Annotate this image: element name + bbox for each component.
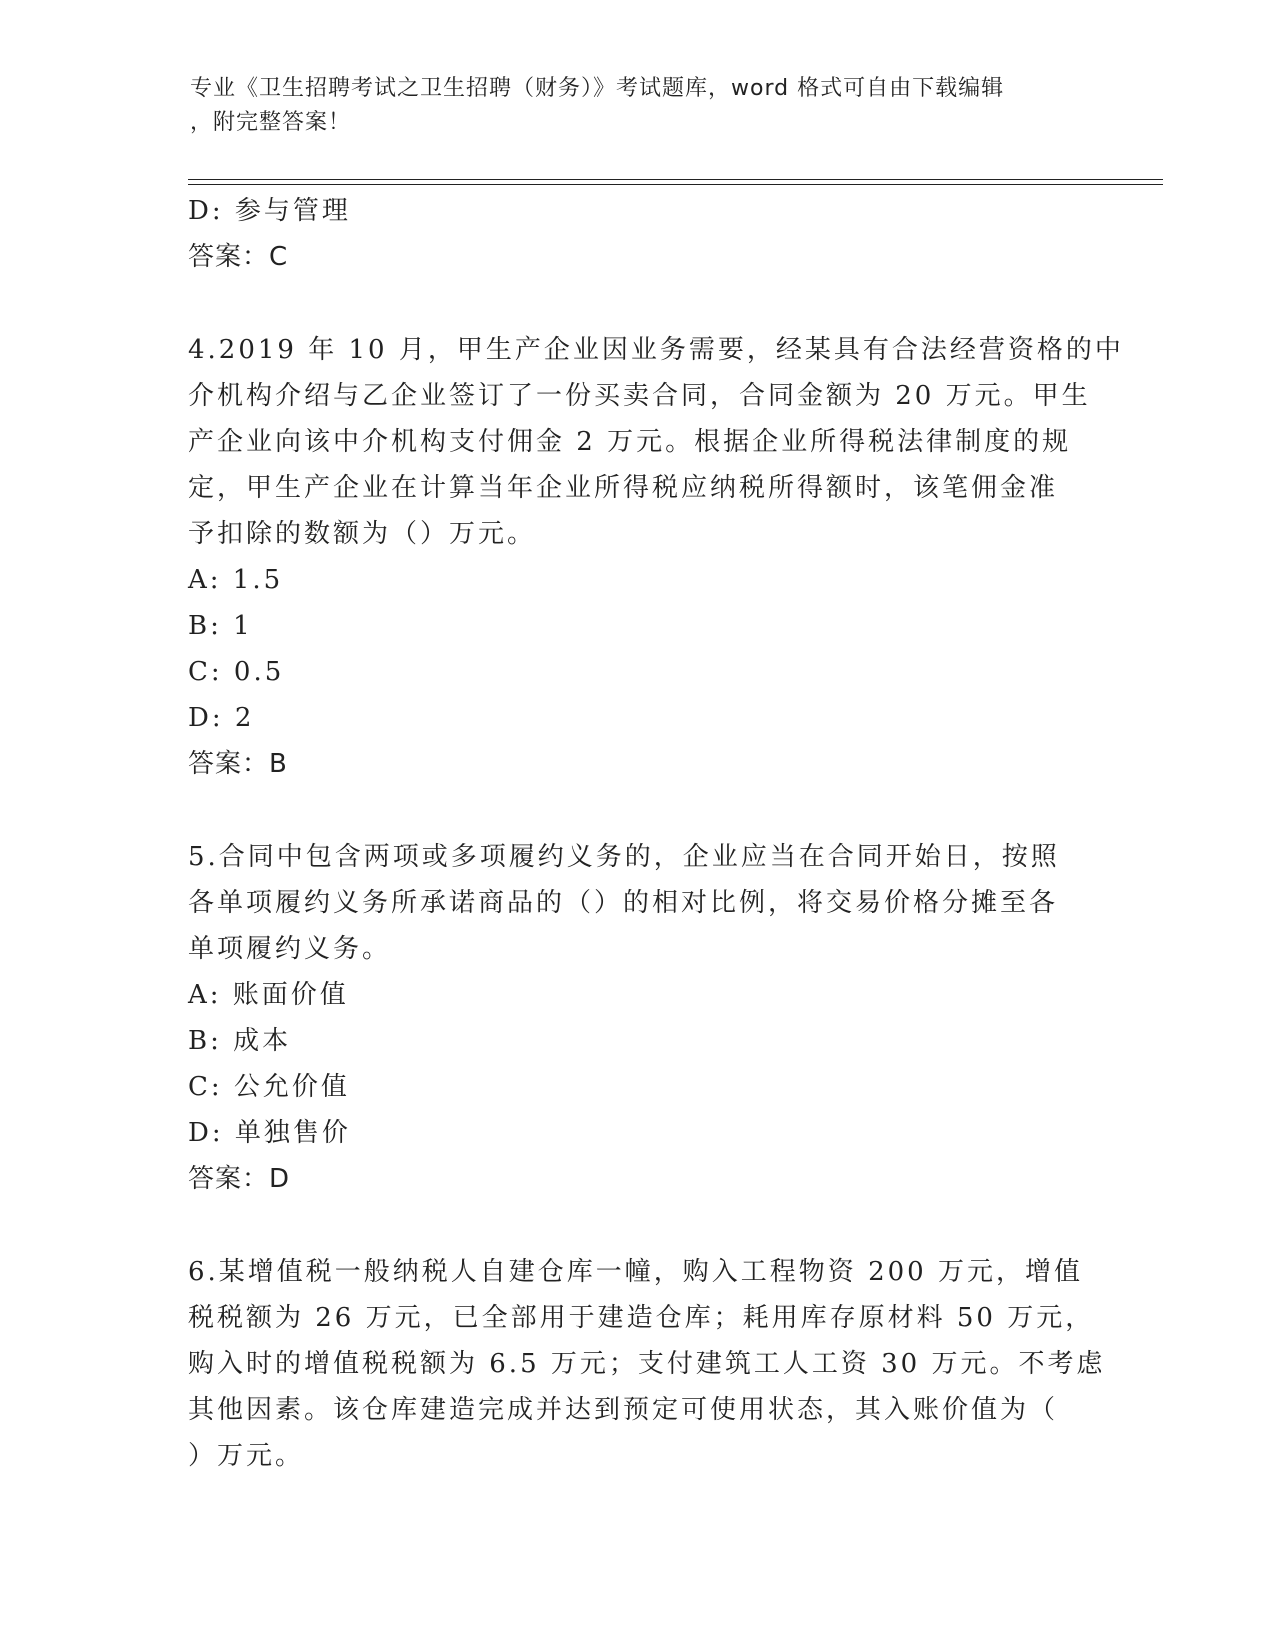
- spacer: [188, 787, 1088, 834]
- option-c: C: 公允价值: [188, 1072, 350, 1102]
- question-line: 单项履约义务。: [188, 934, 392, 964]
- option-a: A: 账面价值: [188, 980, 349, 1010]
- question-line: 其他因素。该仓库建造完成并达到预定可使用状态，其入账价值为（: [188, 1395, 1059, 1425]
- option-d: D: 2: [188, 703, 255, 733]
- question-line: 各单项履约义务所承诺商品的（）的相对比例，将交易价格分摊至各: [188, 888, 1059, 918]
- question-line: 税税额为 26 万元，已全部用于建造仓库；耗用库存原材料 50 万元，: [188, 1303, 1095, 1333]
- option-a: A: 1.5: [188, 565, 284, 595]
- spacer: [188, 280, 1088, 327]
- question-6: [188, 1249, 1106, 1479]
- question-line: 6.某增值税一般纳税人自建仓库一幢，购入工程物资 200 万元，增值: [188, 1257, 1083, 1287]
- option-b: B: 1: [188, 611, 253, 641]
- spacer: [188, 1202, 1088, 1249]
- answer: 答案：B: [188, 749, 288, 779]
- question-4: [188, 327, 1124, 787]
- question-line: 产企业向该中介机构支付佣金 2 万元。根据企业所得税法律制度的规: [188, 427, 1072, 457]
- question-line: 定，甲生产企业在计算当年企业所得税应纳税所得额时，该笔佣金准: [188, 473, 1059, 503]
- answer: 答案：D: [188, 1164, 291, 1194]
- header-line-2: ，附完整答案！: [190, 110, 352, 135]
- option-c: C: 0.5: [188, 657, 285, 687]
- page-header: [190, 72, 1090, 140]
- question-line: 介机构介绍与乙企业签订了一份买卖合同，合同金额为 20 万元。甲生: [188, 381, 1091, 411]
- question-line: 予扣除的数额为（）万元。: [188, 519, 537, 549]
- header-line-1: 专业《卫生招聘考试之卫生招聘（财务）》考试题库，word 格式可自由下载编辑: [190, 76, 1005, 101]
- header-divider-bottom: [188, 184, 1163, 185]
- question-line: 5.合同中包含两项或多项履约义务的，企业应当在合同开始日，按照: [188, 842, 1060, 872]
- header-divider-top: [188, 179, 1163, 180]
- option-d: D: 单独售价: [188, 1118, 351, 1148]
- option-d: D: 参与管理: [188, 196, 351, 226]
- answer: 答案：C: [188, 242, 289, 272]
- question-line: 购入时的增值税税额为 6.5 万元；支付建筑工人工资 30 万元。不考虑: [188, 1349, 1106, 1379]
- question-5: [188, 834, 1088, 1202]
- option-b: B: 成本: [188, 1026, 292, 1056]
- document-body: [188, 188, 1124, 1479]
- question-line: 4.2019 年 10 月，甲生产企业因业务需要，经某具有合法经营资格的中: [188, 335, 1124, 365]
- question-line: ）万元。: [188, 1441, 305, 1471]
